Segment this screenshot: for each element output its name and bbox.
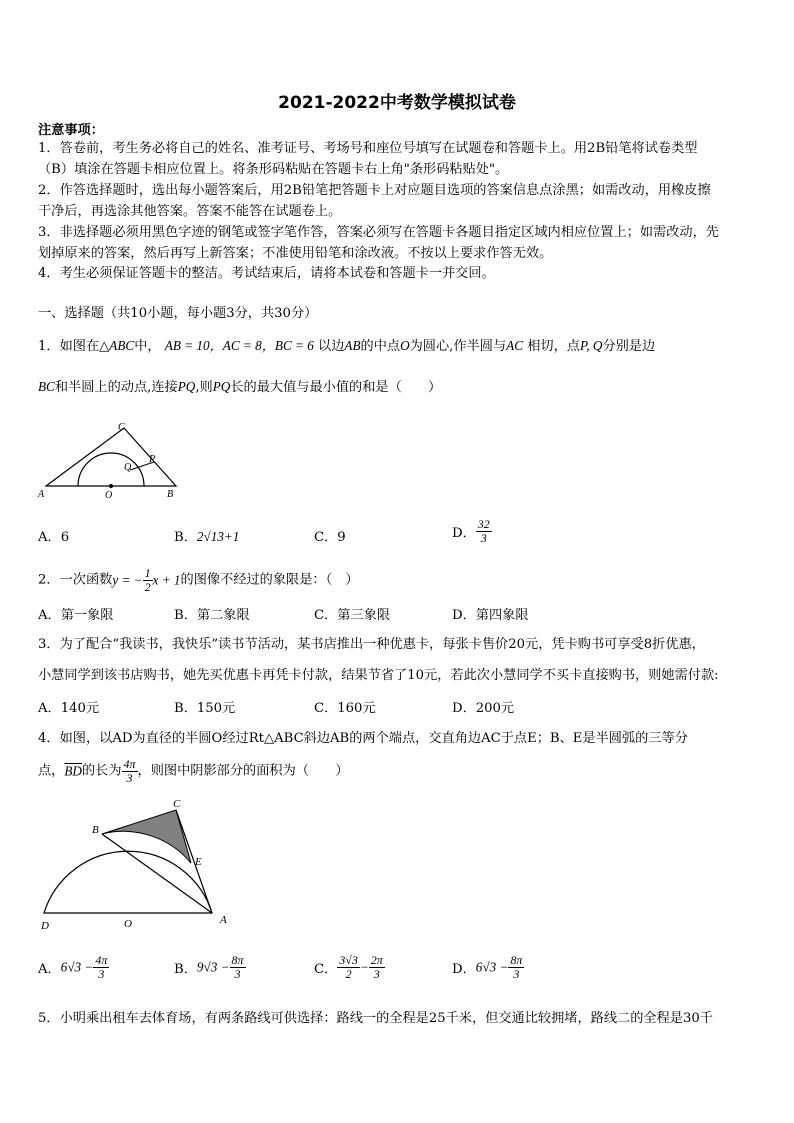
label-a: A [38,489,45,500]
notice-line: 2．作答选择题时，选出每小题答案后，用2B铅笔把答题卡上对应题目选项的答案信息点涂黑；如需改动，用橡皮擦 [38,183,711,198]
option-a[interactable]: A．第一象限 [38,608,114,623]
option-c[interactable]: C． $\frac{3√3}{2}$ − $\frac{2\pi}{3}$ [314,953,383,981]
section-heading: 一、选择题（共10小题，每小题3分，共30分） [38,306,318,321]
notice-line: 4．考生必须保证答题卡的整洁。考试结束后，请将本试卷和答题卡一并交回。 [38,266,495,281]
question-1-figure [36,418,186,504]
label-p: P [149,454,156,465]
label-q: Q [124,462,132,473]
notice-line: （B）填涂在答题卡相应位置上。将条形码粘贴在答题卡右上角"条形码粘贴处"。 [38,162,509,177]
option-d[interactable]: D．6√3 − $\frac{8\pi}{3}$ [452,953,523,981]
question-3-line-1: 3．为了配合“我读书，我快乐”读书节活动，某书店推出一种优惠卡，每张卡售价20元，凭卡购书可享受8折优惠， [38,637,705,652]
question-4-line-2: 点，$\overline{BD}$的长为 $\frac{4\pi}{3}$ ，则图中阴影部分的面积为（ ） [38,757,349,785]
shaded-region [102,810,191,863]
label-b: B [92,824,99,836]
label-e: E [195,856,202,868]
label-d: D [41,920,49,932]
notice-line: 干净后，再选涂其他答案。答案不能答在试题卷上。 [38,204,342,219]
option-a[interactable]: A．140元 [38,701,100,716]
semicircle [78,453,144,486]
option-d[interactable]: D．第四象限 [452,608,529,623]
semicircle-o [44,851,212,913]
segment-ac [176,810,212,913]
question-1-line-1: 1．如图在△ABC中， AB = 10，AC = 8，BC = 6 以边AB的中点O为圆心,作半圆与AC 相切，点P, Q分别是边 [38,338,656,354]
center-point [109,484,113,488]
option-c[interactable]: C．第三象限 [314,608,391,623]
notice-line: 1．答卷前，考生务必将自己的姓名、准考证号、考场号和座位号填写在试题卷和答题卡上。用2B铅笔将试卷类型 [38,141,698,156]
segment-ab [102,834,212,913]
option-d[interactable]: D． $\frac{32}{3}$ [452,517,490,545]
question-4-figure [36,795,236,937]
notice-line: 3．非选择题必须用黑色字迹的钢笔或签字笔作答，答案必须写在答题卡各题目指定区域内相应位置上；如需改动，先 [38,225,719,240]
option-b[interactable]: B．9√3 − $\frac{8\pi}{3}$ [174,953,244,981]
notice-line: 划掉原来的答案，然后再写上新答案；不准使用铅笔和涂改液。不按以上要求作答无效。 [38,246,553,261]
label-c: C [118,422,125,433]
question-4-line-1: 4．如图，以AD为直径的半圆O经过Rt△ABC斜边AB的两个端点，交直角边AC于点E；B、E是半圆弧的三等分 [38,731,688,746]
question-1-line-2: BC和半圆上的动点,连接PQ,则PQ长的最大值与最小值的和是（ ） [38,379,442,395]
question-5-line-1: 5．小明乘出租车去体育场，有两条路线可供选择：路线一的全程是25千米，但交通比较拥堵，路线二的全程是30千 [38,1011,713,1026]
page-title: 2021-2022中考数学模拟试卷 [278,93,516,113]
option-c[interactable]: C．160元 [314,701,376,716]
option-a[interactable]: A．6 [38,530,70,545]
option-b[interactable]: B．第二象限 [174,608,250,623]
option-c[interactable]: C．9 [314,530,346,545]
question-3-line-2: 小慧同学到该书店购书，她先买优惠卡再凭卡付款，结果节省了10元，若此次小慧同学不买卡直接购书，则她需付款: [38,668,719,683]
label-o: O [105,490,113,501]
option-b[interactable]: B．150元 [174,701,236,716]
question-2: 2．一次函数y = − $\frac{1}{2}$ x + 1的图像不经过的象限是：（ ） [38,566,359,594]
label-c: C [173,798,181,810]
option-d[interactable]: D．200元 [452,701,515,716]
label-a: A [220,914,227,926]
option-b[interactable]: B．2√13+1 [174,529,240,545]
triangle-abc [46,428,176,486]
label-b: B [167,489,174,500]
label-o: O [124,918,132,930]
notice-heading: 注意事项： [38,123,104,138]
option-a[interactable]: A．6√3 − $\frac{4\pi}{3}$ [38,953,108,981]
